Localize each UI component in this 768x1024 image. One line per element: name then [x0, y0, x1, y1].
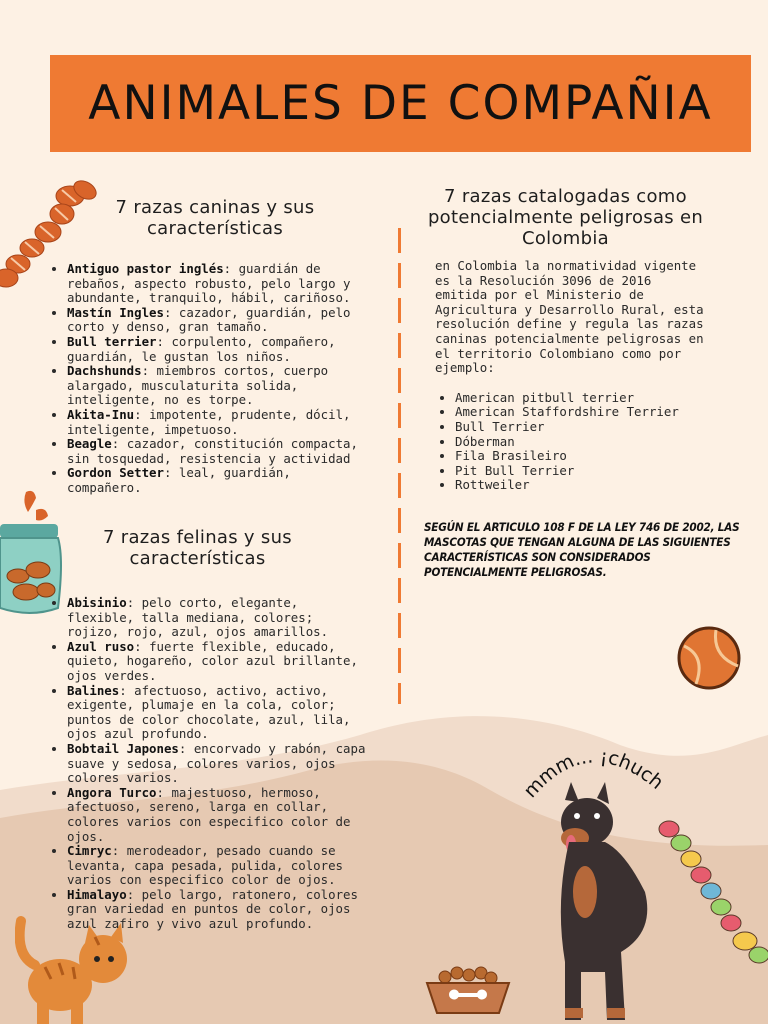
page-title: ANIMALES DE COMPAÑIA: [88, 76, 713, 131]
list-item: • Mastín Ingles: cazador, guardián, pelo corto y denso, gran tamaño.: [67, 306, 372, 335]
title-banner: [50, 55, 751, 152]
list-item: • Balines: afectuoso, activo, activo, exigente, plumaje en la cola, color; puntos de color chocolate, azul, lila, ojos azul profundo.: [67, 684, 372, 742]
list-item: • Azul ruso: fuerte flexible, educado, quieto, hogareño, color azul brillante, ojos verdes.: [67, 640, 372, 684]
list-item: • Angora Turco: majestuoso, hermoso, afectuoso, sereno, larga en collar, colores varios con especifico color de ojos.: [67, 786, 372, 844]
list-item: • Pit Bull Terrier: [455, 464, 710, 479]
list-item: • Dóberman: [455, 435, 710, 450]
dangerous-heading: 7 razas catalogadas como potencialmente peligrosas en Colombia: [427, 186, 704, 249]
list-item: • Cimryc: merodeador, pesado cuando se levanta, capa pesada, pulida, colores varios con especifico color de ojos.: [67, 844, 372, 888]
cats-list-block: [50, 596, 372, 932]
list-item: • Akita-Inu: impotente, prudente, dócil, inteligente, impetuoso.: [67, 408, 372, 437]
list-item: • Rottweiler: [455, 478, 710, 493]
dangerous-breeds-list: [435, 391, 710, 493]
food-bowl-icon: [425, 965, 511, 1017]
list-item: • Dachshunds: miembros cortos, cuerpo alargado, musculaturita solida, inteligente, no es torpe.: [67, 364, 372, 408]
cats-heading: 7 razas felinas y sus características: [103, 527, 292, 569]
list-item: • Abisinio: pelo corto, elegante, flexible, talla mediana, colores; rojizo, rojo, azul, ojos amarillos.: [67, 596, 372, 640]
list-item: • Antiguo pastor inglés: guardián de rebaños, aspecto robusto, pelo largo y abundante, tranquilo, hábil, cariñoso.: [67, 262, 372, 306]
svg-text:mmm... ¡chuches!: [520, 735, 668, 802]
dogs-heading: 7 razas caninas y sus características: [115, 197, 315, 239]
list-item: • Gordon Setter: leal, guardián, compañero.: [67, 466, 372, 495]
law-note: SEGÚN EL ARTICULO 108 F DE LA LEY 746 DE 2002, LAS MASCOTAS QUE TENGAN ALGUNA DE LAS SIGUIENTES CARACTERÍSTICAS SON CONSIDERADOS POTENCIALMENTE PELIGROSAS.: [424, 520, 740, 579]
list-item: • Bull Terrier: [455, 420, 710, 435]
list-item: • Himalayo: pelo largo, ratonero, colores gran variedad en puntos de color, ojos azul zafiro y vivo azul profundo.: [67, 888, 372, 932]
chuches-curved-text: [520, 735, 670, 810]
list-item: • Bull terrier: corpulento, compañero, guardián, le gustan los niños.: [67, 335, 372, 364]
dangerous-block: [435, 259, 710, 493]
list-item: • American Staffordshire Terrier: [455, 405, 710, 420]
chuches-text: mmm... ¡chuch: [520, 745, 668, 803]
list-item: • Beagle: cazador, constitución compacta, sin tosquedad, resistencia y actividad: [67, 437, 372, 466]
ball-icon: [676, 626, 744, 690]
rope-toy-icon: [655, 815, 768, 965]
doberman-dog-icon: [525, 782, 665, 1024]
dogs-list-block: [50, 262, 372, 496]
list-item: • American pitbull terrier: [455, 391, 710, 406]
list-item: • Fila Brasileiro: [455, 449, 710, 464]
chuches-sticker: [520, 735, 670, 815]
column-divider: [398, 228, 401, 704]
dogs-list: [50, 262, 372, 496]
list-item: • Bobtail Japones: encorvado y rabón, capa suave y sedosa, colores varios, ojos colores varios.: [67, 742, 372, 786]
dangerous-intro: en Colombia la normatividad vigente es la Resolución 3096 de 2016 emitida por el Ministerio de Agricultura y Desarrollo Rural, esta resolución define y regula las razas caninas potencialmente peligrosas en el territorio Colombiano como por ejemplo:: [435, 258, 704, 376]
cats-list: [50, 596, 372, 932]
